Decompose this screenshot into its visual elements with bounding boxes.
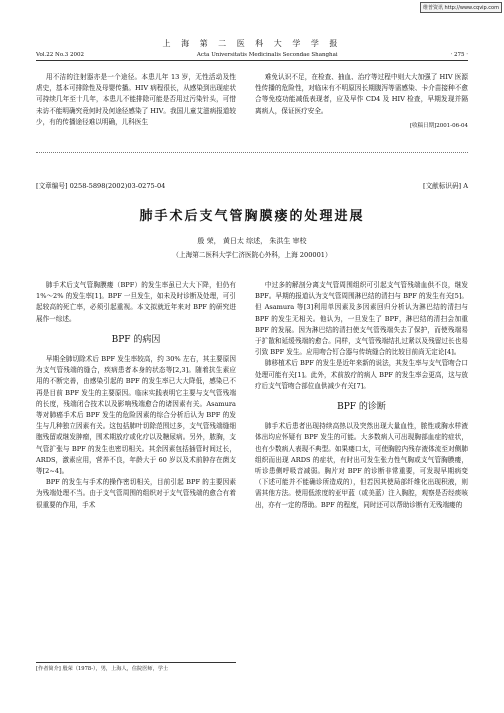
journal-name: 上 海 第 二 医 科 大 学 学 报	[162, 39, 342, 48]
document-code: [文献标识码] A	[423, 182, 468, 190]
etiology-paragraph-2: BPF 的发生与手术的操作密切相关，目前引起 BPF 的主要因素为残端处理不当。由于支气管周围的组织对于支气管残端的愈合有着很重要的作用，手术	[36, 478, 236, 509]
etiology-paragraph-4: 肺移植术后 BPF 的发生是近年来新的说法，其发生率与支气管吻合口处理可能有关[1]。此外，术前放疗的病人 BPF 的发生率会更高，这与放疗后支气管吻合部位血供减少有关[7]。	[255, 359, 468, 390]
running-header	[36, 52, 468, 61]
journal-english-name: Acta Universitatis Medicinalis Secondae Shanghai	[196, 52, 338, 58]
watermark-stamp: 维普资讯 http://www.cqvip.com	[420, 2, 502, 13]
section-heading-etiology: BPF 的病因	[111, 334, 161, 345]
carry-over-left-column	[36, 72, 236, 128]
received-date: [收稿日期]2001-06-04	[409, 122, 468, 129]
etiology-paragraph-3: 中过多的解剖分离支气管周围组织可引起支气管残端血供不良，继发 BPF。早期的报道认为支气管周围淋巴结的清扫与 BPF 的发生有关[5]。但 Asamura 等[3]利用单因素及多因素回归分析认为淋巴结的清扫与 BPF 的发生无相关。他认为，一旦发生了 BPF，淋巴结的清扫会加重 BPF 的发展。因为淋巴结的清扫使支气管残端失去了保护，而使残端易于扩散和延缓残端的愈合。同样，支气管残端结扎过紧以及残留过长也易引致 BPF 发生。应用吻合钉合器与传统缝合的比较目前尚无定论[4]。	[255, 281, 468, 357]
carry-over-right-column	[255, 72, 468, 132]
carry-over-text-left: 用不洁的注射器亦是一个途径。本患儿年 13 岁，无性活动及性虐史，基本可排除性及母婴传播。HIV 病程很长，从感染到出现症状可持续几年至十几年，本患儿不能排除可能是否用过污染针头，可惜未访不能明确究竟何时及何途径感染了 HIV。我国儿童艾滋病报道较少，有的传播途径难以明确，儿科医生	[36, 73, 236, 126]
body-right-column	[255, 280, 468, 511]
carry-over-text-right: 难免认识不足，在检查、抽血、治疗等过程中则大大加强了 HIV 医源性传播的危险性，对临床有不明原因长期腹泻等需感染、卡介苗接种不愈合等免疫功能减低表现者，应及早作 CD4 及 HIV 检查，早期发现并隔离病人，保证医疗安全。	[255, 73, 468, 115]
affiliation: （上海第二医科大学仁济医院心外科，上海 200001）	[172, 251, 332, 259]
section-divider	[36, 152, 468, 157]
section-heading-diagnosis: BPF 的诊断	[337, 402, 386, 413]
author-line: 殷 荣， 黄日太 综述， 朱洪生 审校	[197, 237, 307, 245]
volume-info: Vol.22 No.3 2002	[36, 52, 85, 58]
author-footnote: [作者简介] 殷荣（1978-），男，上海人，住院医师，学士	[36, 662, 236, 672]
article-title: 肺手术后支气管胸膜瘘的处理进展	[139, 209, 365, 224]
body-left-column	[36, 280, 236, 511]
article-number: [文章编号] 0258-5898(2002)03-0275-04	[36, 182, 166, 190]
page-number: · 275 ·	[450, 52, 468, 58]
article-metadata	[36, 180, 468, 190]
diagnosis-paragraph: 肺手术后患者出现持续高热以及突然出现大量血性，脓性或胸水样液体出均应怀疑有 BPF 发生的可能。大多数病人可出现胸部血症的症状，也有少数病人表现不典型。如果瘘口太，可使胸腔内残存液体流至对侧肺组织而出现 ARDS 的症状，有时出可发生张力性气胸或支气管胸膜瘘，听诊患侧呼吸音减弱。胸片对 BPF 的诊断非常重要，可发现早期病变（下述可能并不能确诊所造成的），但若因其使局部纤维化出现积液，则需其他方法。使用低浓度的亚甲蓝（或美蓝）注入胸腔，观察是否经痰咳出，亦有一定的帮助。BPF 的程度，同时还可以帮助诊断有无残端瘘的	[255, 422, 468, 509]
intro-paragraph: 肺手术后支气管胸膜瘘（BPF）的发生率虽已大大下降，但仍有 1%～2% 的发生率[1]。BPF 一旦发生，如未及时诊断及处理，可引起较高的死亡率，必须引起重视。本文拟就近年来对 BPF 的研究进展作一综述。	[36, 281, 236, 323]
etiology-paragraph-1: 早期全肺切除术后 BPF 发生率较高，约 30% 左右，其主要原因为支气管残端的缝合，疾病患者本身的状态等[2,3]。随着抗生素应用的不断完善，由感染引起的 BPF 的发生率已大大降低，感染已不再是目前 BPF 发生的主要原因。临床实践表明它主要与支气管残端的长度，残端闭合技术以及影响残端愈合的诸因素有关。Asamura 等对肺癌手术后 BPF 发生的危险因素的综合分析后认为 BPF 的发生与几种独立因素有关。这包括肺叶切除范围过多，支气管残端缝细胞残留或继发肿瘤，围术期放疗或化疗以及糖尿病。另外，脓胸，支气管扩张与 BPF 的发生也密切相关。其余因素包括插管时间过长，ARDS，激素应用，营养不良，年龄大于 60 岁以及术前肿存在菌支等[2~4]。	[36, 355, 236, 476]
